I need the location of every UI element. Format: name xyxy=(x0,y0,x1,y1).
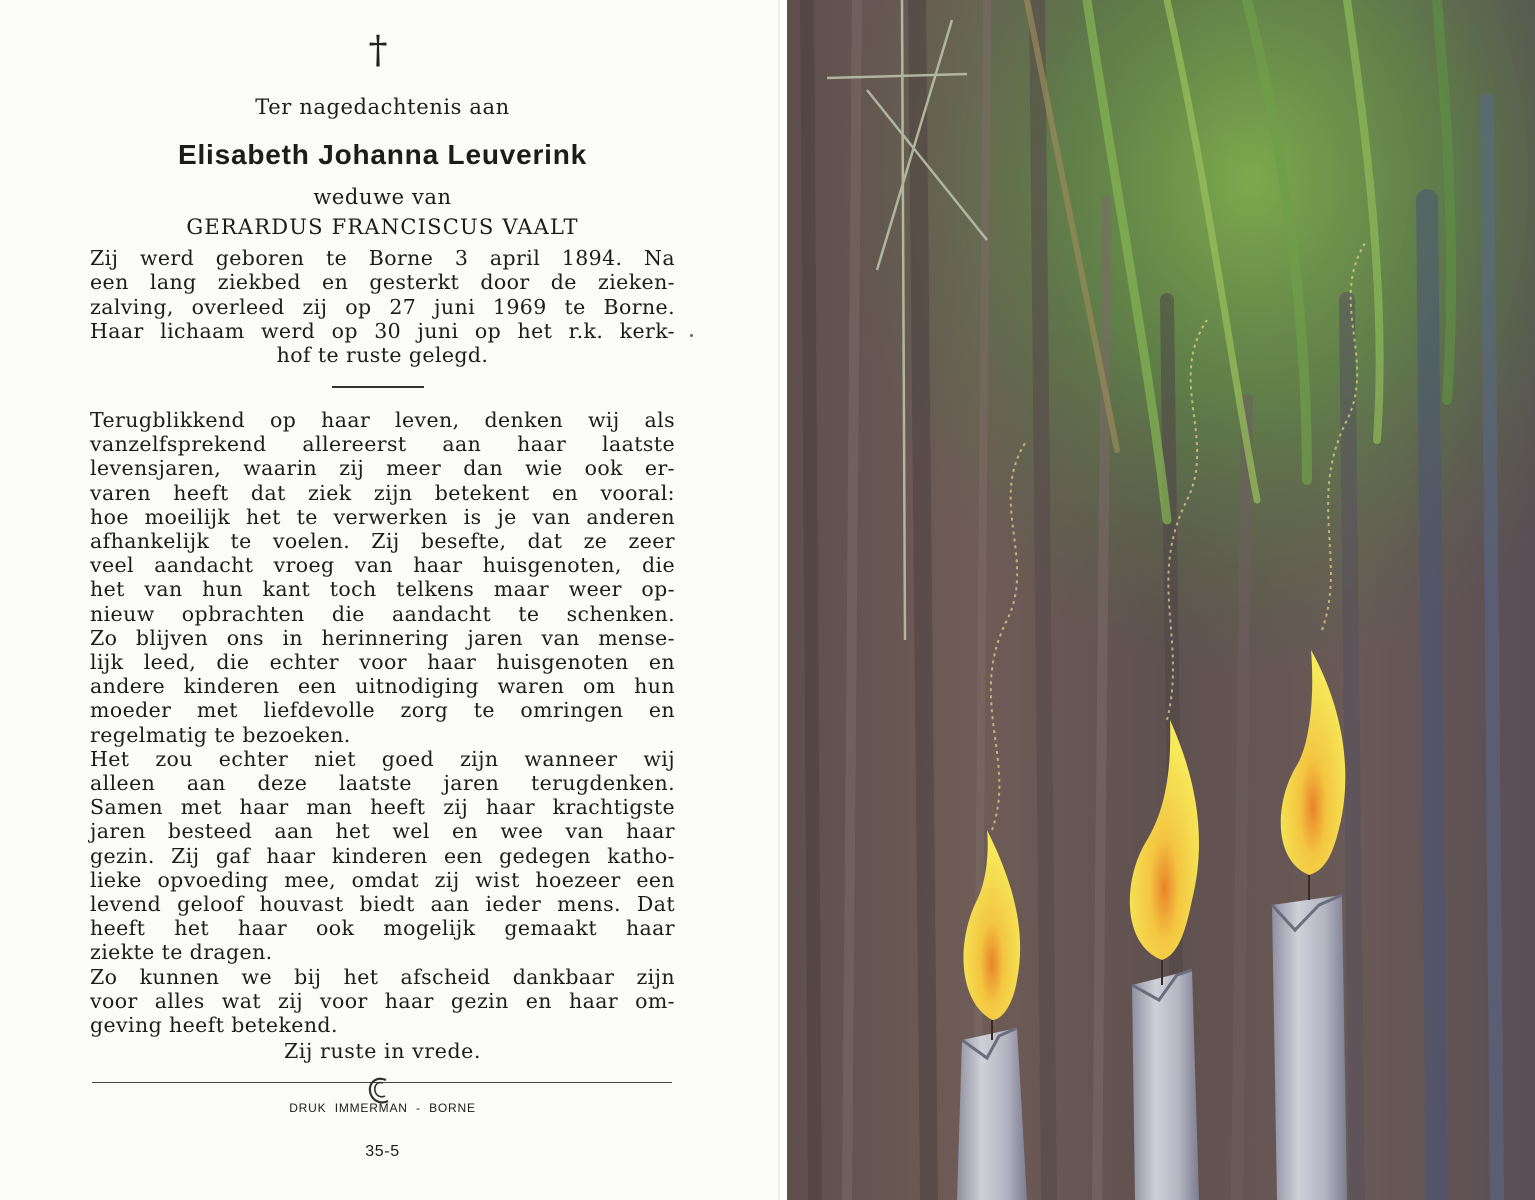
tribute-line: heeft het haar ook mogelijk gemaakt haar xyxy=(90,916,675,941)
tribute-line: lieke opvoeding mee, omdat zij wist hoezeer een xyxy=(90,867,675,892)
tribute-line: afhankelijk te voelen. Zij besefte, dat ze zeer xyxy=(90,529,675,554)
biography-line: Haar lichaam werd op 30 juni op het r.k. kerk- xyxy=(90,318,675,343)
tribute-line: levensjaren, waarin zij meer dan wie ook er- xyxy=(90,456,675,481)
tribute-line: andere kinderen een uitnodiging waren om hun xyxy=(90,674,675,699)
tribute-line: levend geloof houvast biedt aan ieder mens. Dat xyxy=(90,892,675,917)
candle-illustration xyxy=(787,0,1535,1200)
section-divider xyxy=(332,386,424,388)
tribute-line: het van hun kant toch telkens maar weer op- xyxy=(90,577,675,602)
biography-line: Zij werd geboren te Borne 3 april 1894. Na xyxy=(90,246,675,270)
biography-line: hof te ruste gelegd. xyxy=(276,343,489,368)
tribute-line: moeder met liefdevolle zorg te omringen en xyxy=(90,698,675,723)
closing-line: Zij ruste in vrede. xyxy=(283,1039,482,1063)
biography-paragraph xyxy=(90,246,675,367)
tribute-line: hoe moeilijk het te verwerken is je van anderen xyxy=(90,504,675,529)
printer-credit: DRUK IMMERMAN - BORNE xyxy=(289,1101,476,1115)
tribute-paragraph xyxy=(90,408,675,1037)
tribute-line: lijk leed, die echter voor haar huisgenoten en xyxy=(90,650,675,675)
tribute-line: regelmatig te bezoeken. xyxy=(90,722,351,747)
tribute-line: geving heeft betekend. xyxy=(90,1013,338,1038)
tribute-line: nieuw opbrachten die aandacht te schenken. xyxy=(90,601,675,626)
tribute-line: Zo kunnen we bij het afscheid dankbaar zijn xyxy=(90,964,675,989)
husband-name: GERARDUS FRANCISCUS VAALT xyxy=(186,215,579,239)
tribute-line: jaren besteed aan het wel en wee van haar xyxy=(90,819,675,844)
biography-line: zalving, overleed zij op 27 juni 1969 te Borne. xyxy=(90,294,675,319)
tribute-line: alleen aan deze laatste jaren terugdenken. xyxy=(90,771,675,796)
intro-line: Ter nagedachtenis aan xyxy=(255,95,510,119)
widow-label: weduwe van xyxy=(313,185,452,209)
tribute-line: vanzelfsprekend allereerst aan haar laatste xyxy=(90,432,675,457)
tribute-line: Het zou echter niet goed zijn wanneer wij xyxy=(90,746,675,771)
tribute-line: veel aandacht vroeg van haar huisgenoten, die xyxy=(90,553,675,578)
tribute-line: voor alles wat zij voor haar gezin en haar om- xyxy=(90,988,675,1013)
cross-icon: † xyxy=(368,28,388,72)
print-speck xyxy=(690,334,693,337)
tribute-line: Samen met haar man heeft zij haar krachtigste xyxy=(90,795,675,820)
biography-line: een lang ziekbed en gesterkt door de zieken- xyxy=(90,270,675,295)
tribute-line: Zo blijven ons in herinnering jaren van mense- xyxy=(90,625,675,650)
card-code: 35-5 xyxy=(365,1143,400,1160)
tribute-line: varen heeft dat ziek zijn betekent en vooral: xyxy=(90,480,675,505)
tribute-line: Terugblikkend op haar leven, denken wij als xyxy=(90,408,675,432)
deceased-name: Elisabeth Johanna Leuverink xyxy=(177,139,588,170)
tribute-line: gezin. Zij gaf haar kinderen een gedegen katho- xyxy=(90,843,675,868)
candles-painting xyxy=(787,0,1535,1200)
tribute-line: ziekte te dragen. xyxy=(90,940,273,965)
